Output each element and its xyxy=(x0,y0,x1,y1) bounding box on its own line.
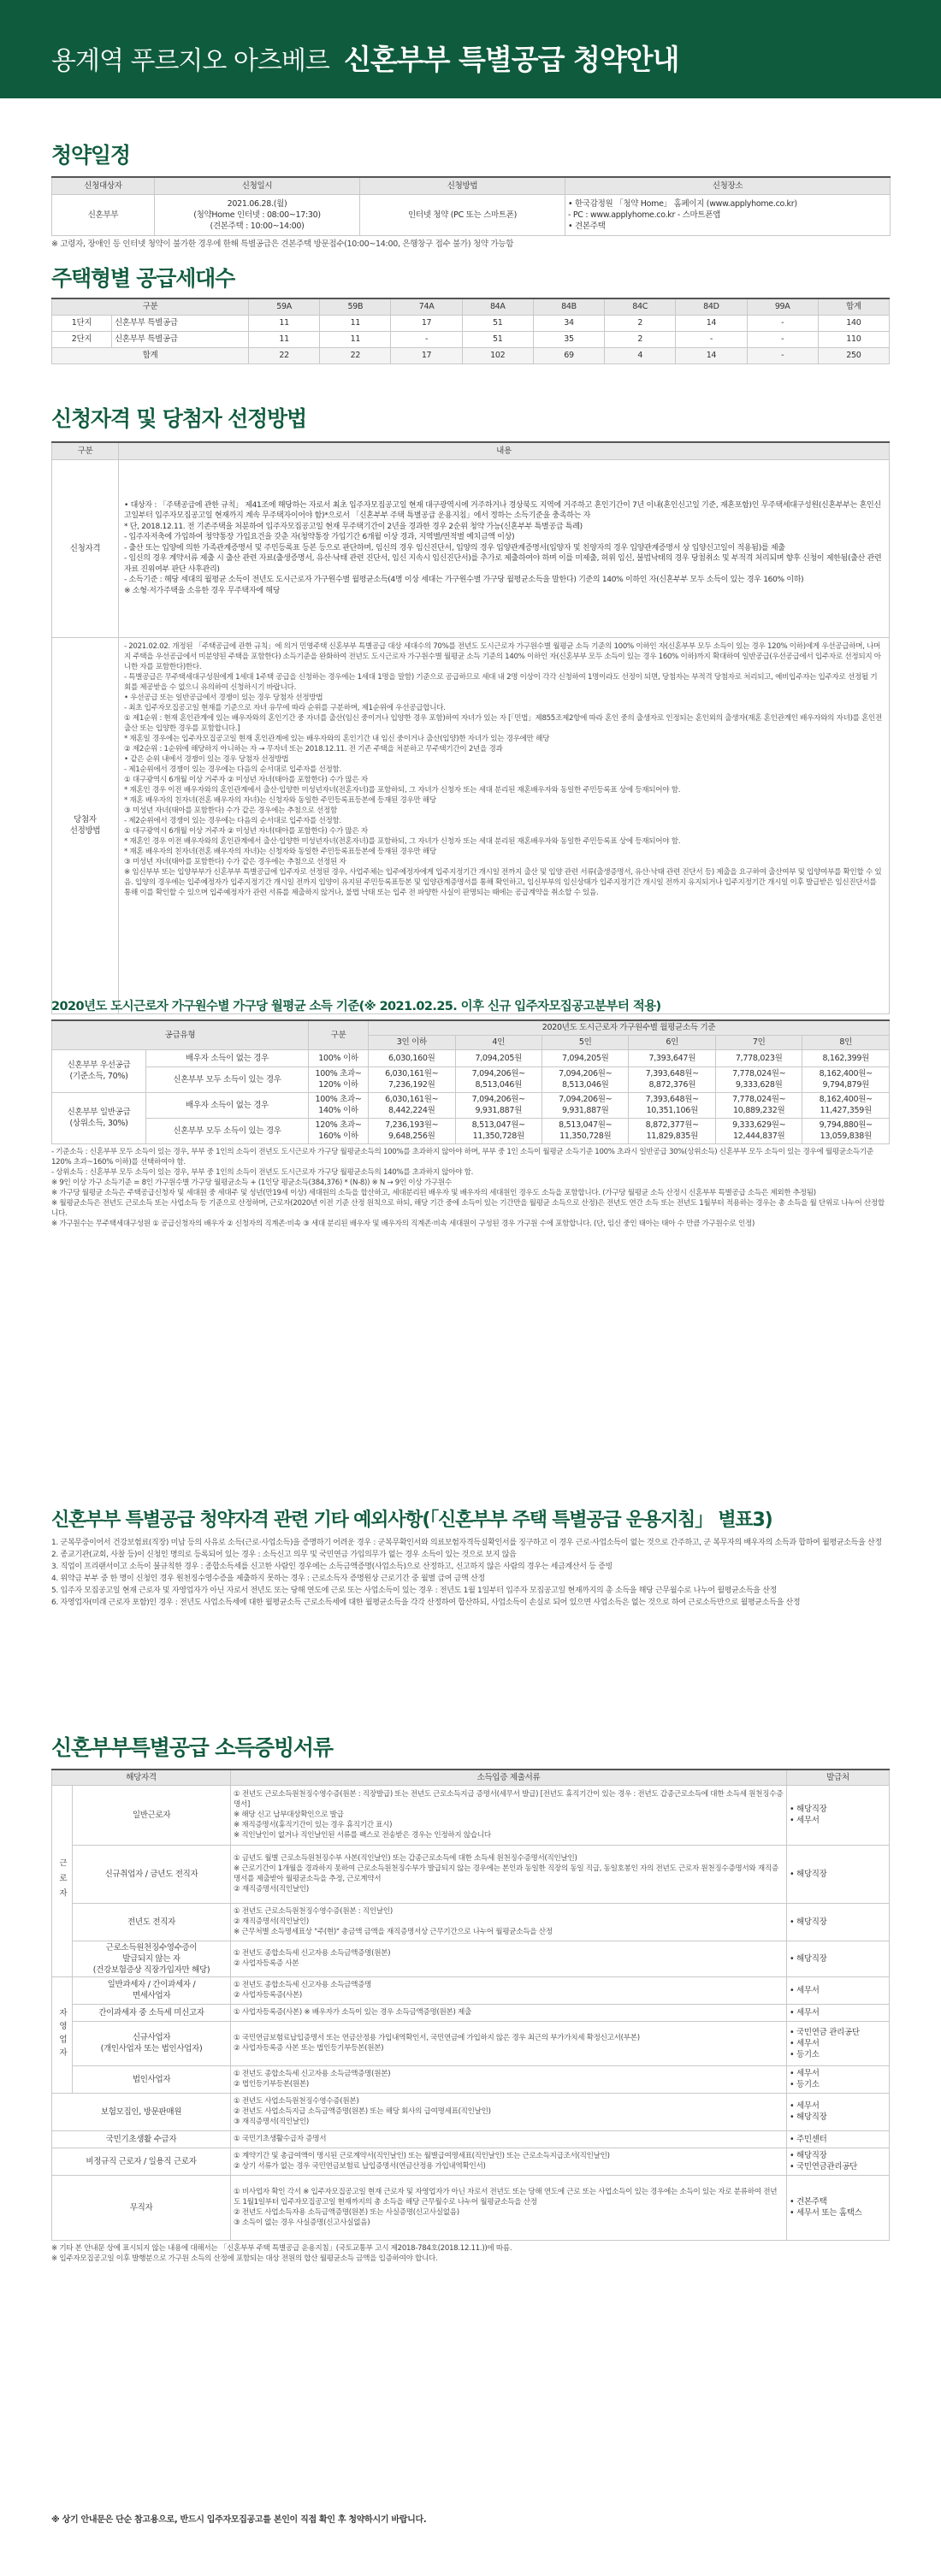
income-val: 9,794,880원~ 13,059,838원 xyxy=(802,1118,890,1143)
schedule-place: • 한국감정원 「청약 Home」 홈페이지 (www.applyhome.co.kr) - PC : www.applyhome.co.kr - 스마트폰앱 • 견본주택 xyxy=(565,194,891,235)
docs-label: 국민기초생활 수급자 xyxy=(52,2130,231,2148)
supply-cell: 신혼부부 특별공급 xyxy=(112,315,249,331)
docs-col: 소득입증 제출서류 xyxy=(231,1770,787,1785)
qualify-row-text: - 2021.02.02. 개정된 「주택공급에 관한 규칙」에 의거 민영주택 신혼부부 특별공급 대상 세대수의 70%를 전년도 도시근로자 가구원수별 월평균 소득 기준의 100% 이하인 자(신혼부부 모두 소득이 있는 경우 120% 이하)에게 우선공급하며, 나머지 주택을 우선공급에서 미분양된 주택을 포함한다) 소득기준을 완화하여 전년도 도시근로자 가구원수별 월평균 소득 기준의 140% 이하인 자(신혼부부 모두 소득이 있는 경우 160% 이하)까지 확대하여 일반공급(우선공급에서 입주자로 선정되지 아니한 자를 포함한다)한다. - 특별공급은 무주택세대구성원에게 1세대 1주택 공급을 신청하는 경우에는 1세대 1명을 말함) 기준으로 공급하므로 세대 내 2명 이상이 각각 신청하여 1명이라도 선정이 되면, 당첨자는 부적격 당첨자로 처리되고, 예비입주자는 입주자로 선정될 기회를 제공받을 수 없으니 유의하여 신청하시기 바랍니다. • 우선공급 또는 일반공급에서 경쟁이 있는 경우 당첨자 선정방법 - 최초 입주자모집공고일 현재를 기준으로 자녀 유무에 따라 순위를 구분하며, 제1순위에 우선공급합니다. ① 제1순위 : 현재 혼인관계에 있는 배우자와의 혼인기간 중 자녀를 출산(임신 중이거나 입양한 경우 포함)하여 자녀가 있는 자 [「민법」제855조제2항에 따라 혼인 중의 출생자로 인정되는 혼인외의 출생자(재혼 혼인관계인 배우자와의 자녀)를 혼인전 출산 또는 입양한 경우를 포함합니다.] * 재혼일 경우에는 입주자모집공고일 현재 혼인관계에 있는 배우자와의 혼인기간 내 임신 중이거나 출산(입양)한 자녀가 있는 경우에만 해당 ② 제2순위 : 1순위에 해당하지 아니하는 자 → 무자녀 또는 2018.12.11. 전 기존 주택을 처분하고 무주택기간이 2년을 경과 • 같은 순위 내에서 경쟁이 있는 경우 당첨자 선정방법 - 제1순위에서 경쟁이 있는 경우에는 다음의 순서대로 입주자를 선정함. ① 대구광역시 6개월 이상 거주자 ② 미성년 자녀(태아를 포함한다) 수가 많은 자 * 재혼인 경우 이전 배우자와의 혼인관계에서 출산·입양한 미성년자녀(전혼자녀)를 포함하되, 그 자녀가 신청자 또는 세대 분리된 재혼배우자와 동일한 주민등록표 상에 등재되어야 함. * 재혼 배우자의 친자녀(전혼 배우자의 자녀)는 신청자와 동일한 주민등록표등본에 등재된 경우만 해당 ③ 미성년 자녀(태아를 포함한다) 수가 같은 경우에는 추첨으로 선정함 - 제2순위에서 경쟁이 있는 경우에는 다음의 순서대로 입주자를 선정함. ① 대구광역시 6개월 이상 거주자 ② 미성년 자녀(태아를 포함한다) 수가 많은 자 * 재혼인 경우 이전 배우자와의 혼인관계에서 출산·입양한 미성년자녀(전혼자녀)를 포함하되, 그 자녀가 신청자 또는 세대 분리된 재혼배우자와 동일한 주민등록표 상에 등재되어야 함. * 재혼 배우자의 친자녀(전혼 배우자의 자녀)는 신청자와 동일한 주민등록표등본에 등재된 경우만 해당 ③ 미성년 자녀(태아를 포함한다) 수가 같은 경우에는 추첨으로 선정된 자 ※ 임신부부 또는 입양부부가 신혼부부 특별공급에 입주자로 선정된 경우, 사업주체는 입주예정자에게 입주지정기간 개시일 전까지 출산 및 입양 관련 서류(출생증명서, 유산·낙태 관련 진단서 등) 제출을 요구하여 출산여부 및 입양여부를 확인할 수 있음. 입양의 경우에는 입주예정자가 입주지정기간 개시일 전까지 입양이 유지된 주민등록표등본 및 입양관계증명서를 통해 확인하고, 임신부부의 임신상태가 입주지정기간 개시일 전까지 유지되거나 입주지정기간 개시일 이후 발급받은 임신진단서를 통해 이를 확인할 수 있으며 입주예정자가 관련 서류를 제출하지 않거나, 불법 낙태 또는 입주 전 파양한 사실이 판명되는 때에는 공급계약을 취소할 수 있음. xyxy=(119,637,890,1013)
supply-col: 합계 xyxy=(818,298,889,315)
docs-label: 일반근로자 xyxy=(73,1785,231,1845)
docs-issuer: • 견본주택 • 세무서 또는 홈택스 xyxy=(787,2175,890,2240)
supply-cell: 1단지 xyxy=(52,315,112,331)
supply-cell: 102 xyxy=(462,347,533,363)
docs-issuer: • 해당직장 • 국민연금관리공단 xyxy=(787,2148,890,2175)
income-val: 7,094,206원~ 8,513,046원 xyxy=(455,1066,542,1092)
docs-text: ① 비사업자 확인 각서 ※ 입주자모집공고일 현재 근로자 및 자영업자가 아닌 자로서 전년도 또는 당해 연도에 근로 또는 사업소득이 있는 경우에는 소득이 있는 자로 분류하여 전년도 1월1일부터 입주자모집공고일 현재까지의 총 소득을 해당 근무월수로 나누어 월평균소득을 산정 ② 전년도 사업소득자용 소득금액증명(원본) 또는 사실증명(신고사실없음) ③ 소득이 없는 경우 사실증명(신고사실없음) xyxy=(231,2175,787,2240)
income-pct: 120% 초과~ 160% 이하 xyxy=(309,1118,369,1143)
table-row xyxy=(52,1785,890,1845)
table-row xyxy=(52,331,890,347)
supply-cell: 2 xyxy=(605,331,676,347)
docs-text: ① 전년도 종합소득세 신고자용 소득금액증명(원본) ② 법인등기부등본(원본) xyxy=(231,2065,787,2093)
docs-text: ① 금년도 월별 근로소득원천징수부 사본(직인날인) 또는 갑종근로소득에 대한 소득세 원천징수증명서(직인날인) ※ 근로기간이 1개월을 경과하지 못하여 근로소득원천징수부가 발급되지 않는 경우에는 본인과 동일한 직장의 동일 직급, 동일호봉인 자의 전년도 근로자 원천징수증명서와 재직증명서를 제출받아 월평균소득을 추정, 근로계약서 ② 재직증명서(직인날인) xyxy=(231,1845,787,1903)
table-row xyxy=(52,2065,890,2093)
supply-col: 84B xyxy=(533,298,604,315)
title-prefix: 용계역 푸르지오 아츠베르 xyxy=(51,46,329,76)
supply-col: 84C xyxy=(605,298,676,315)
supply-section xyxy=(51,262,890,364)
table-row xyxy=(52,315,890,331)
supply-col: 74A xyxy=(391,298,462,315)
docs-col: 해당자격 xyxy=(52,1770,231,1785)
schedule-col: 신청대상자 xyxy=(52,177,155,194)
income-member-col: 4인 xyxy=(455,1035,542,1049)
table-row xyxy=(52,2130,890,2148)
docs-issuer: • 해당직장 xyxy=(787,1941,890,1976)
income-val: 7,393,647원 xyxy=(629,1049,715,1066)
docs-label: 일반과세자 / 간이과세자 / 면세사업자 xyxy=(73,1976,231,2004)
other-title: 신혼부부 특별공급 청약자격 관련 기타 예외사항(「신혼부부 주택 특별공급 운용지침」 별표3) xyxy=(51,1510,772,1531)
table-row xyxy=(52,2175,890,2240)
docs-col: 발급처 xyxy=(787,1770,890,1785)
table-row xyxy=(52,1903,890,1941)
income-member-col: 5인 xyxy=(542,1035,628,1049)
docs-label: 근로소득원천징수영수증이 발급되지 않는 자 (건강보험증상 직장가입자만 해당) xyxy=(73,1941,231,1976)
docs-group: 근로자 xyxy=(52,1785,73,1976)
supply-cell: 2 xyxy=(605,315,676,331)
qualify-title: 신청자격 및 당첨자 선정방법 xyxy=(51,406,306,431)
docs-text: ① 전년도 사업소득원천징수영수증(원본) ② 전년도 사업소득지급 소득금액증명(원본) 또는 해당 회사의 급여명세표(직인날인) ③ 재직증명서(직인날인) xyxy=(231,2093,787,2130)
income-val: 7,094,205원 xyxy=(542,1049,628,1066)
supply-cell: 14 xyxy=(676,347,747,363)
docs-label: 비정규직 근로자 / 일용직 근로자 xyxy=(52,2148,231,2175)
supply-cell: 51 xyxy=(462,315,533,331)
income-val: 7,094,206원~ 8,513,046원 xyxy=(542,1066,628,1092)
income-type: 배우자 소득이 없는 경우 xyxy=(146,1092,309,1118)
income-val: 8,513,047원~ 11,350,728원 xyxy=(455,1118,542,1143)
schedule-col: 신청장소 xyxy=(565,177,891,194)
docs-label: 보험모집인, 방문판매원 xyxy=(52,2093,231,2130)
income-val: 7,393,648원~ 8,872,376원 xyxy=(629,1066,715,1092)
supply-cell: 합계 xyxy=(52,347,249,363)
docs-title: 신혼부부특별공급 소득증빙서류 xyxy=(51,1735,333,1760)
supply-cell: 4 xyxy=(605,347,676,363)
docs-issuer: • 주민센터 xyxy=(787,2130,890,2148)
supply-cell: 2단지 xyxy=(52,331,112,347)
table-row xyxy=(52,1976,890,2004)
income-table xyxy=(51,1019,890,1144)
docs-text: ① 국민연금보험료납입증명서 또는 연금산정용 가입내역확인서, 국민연금에 가입하지 않은 경우 최근의 부가가치세 확정신고서(부본) ② 사업자등록증 사본 또는 법인등기부등본(원본) xyxy=(231,2021,787,2065)
income-member-col: 7인 xyxy=(715,1035,802,1049)
table-row xyxy=(52,1941,890,1976)
income-val: 9,333,629원~ 12,444,837원 xyxy=(715,1118,802,1143)
schedule-datetime: 2021.06.28.(월) (청약Home 인터넷 : 08:00~17:30) (견본주택 : 10:00~14:00) xyxy=(155,194,360,235)
income-val: 7,094,205원 xyxy=(455,1049,542,1066)
docs-label: 법인사업자 xyxy=(73,2065,231,2093)
table-row xyxy=(52,2004,890,2021)
docs-text: ① 전년도 근로소득원천징수영수증(원본 : 직장발급) 또는 전년도 근로소득지급 증명서(세무서 발급) [전년도 휴직기간이 있는 경우 : 전년도 갑종근로소득에 대한 소득세 원천징수증명서] ※ 해당 신고 납부대상확인으로 발급 ※ 재직증명서(휴직기간이 있는 경우 휴직기간 표시) ※ 직인날인이 없거나 직인날인된 서류를 팩스로 전송받은 경우는 인정하지 않습니다 xyxy=(231,1785,787,1845)
title-main: 신혼부부 특별공급 청약안내 xyxy=(343,43,679,76)
income-val: 7,778,024원~ 9,333,628원 xyxy=(715,1066,802,1092)
docs-table xyxy=(51,1769,890,2241)
docs-text: ① 전년도 종합소득세 신고자용 소득금액증명 ② 사업자등록증(사본) xyxy=(231,1976,787,2004)
income-member-col: 8인 xyxy=(802,1035,890,1049)
schedule-section xyxy=(51,139,890,251)
schedule-note: ※ 고령자, 장애인 등 인터넷 청약이 불가한 경우에 한해 특별공급은 견본주택 방문접수(10:00~14:00, 은행창구 접수 불가) 청약 가능함 xyxy=(51,239,514,249)
supply-cell: 17 xyxy=(391,315,462,331)
supply-col: 59B xyxy=(320,298,391,315)
docs-issuer: • 해당직장 xyxy=(787,1903,890,1941)
other-items: 1. 군복무중이어서 건강보험료(직장) 미납 등의 사유로 소득(근로·사업소득)을 증명하기 어려운 경우 : 군복무확인서와 의료보험자격득실확인서를 징구하고 이 경우 근로·사업소득이 없는 것으로 간주하고, 군 복무자의 배우자의 소득과 합하여 월평균소득을 산정 2. 종교기관(교회, 사찰 등)이 신청인 명의로 등록되어 있는 경우 : 소득신고 의무 및 국민연금 가입의무가 없는 경우 소득이 있는 것으로 보지 않음 3. 직업이 프리랜서이고 소득이 불규칙한 경우 : 종합소득세를 신고한 사람인 경우에는 소득금액증명(사업소득)으로 산정하고, 신고하지 않은 사람의 경우는 세금계산서 등 증빙 4. 위약금 부부 중 한 명이 신청인 경우 원천징수영수증을 제출하지 못하는 경우 : 근로소득자 증명원상 근로기간 중 월별 급여 금액 산정 5. 입주자 모집공고일 현재 근로자 및 자영업자가 아닌 자로서 전년도 또는 당해 연도에 근로 또는 사업소득이 있는 경우 : 전년도 1월 1일부터 입주자 모집공고일 현재까지의 총 소득을 해당 근무월수로 나누어 월평균소득을 산정 6. 자영업자(미래 근로자 포함)인 경우 : 전년도 사업소득세에 대한 월평균소득 근로소득세에 대한 월평균소득을 각각 산정하여 합산하되, 사업소득이 손실로 되어 있으면 사업소득은 없는 것으로 하여 근로소득만으로 월평균소득을 산정 xyxy=(51,1539,882,1607)
income-val: 8,162,400원~ 11,427,359원 xyxy=(802,1092,890,1118)
supply-cell: 140 xyxy=(818,315,889,331)
docs-section xyxy=(51,1731,890,2264)
schedule-col: 신청방법 xyxy=(360,177,565,194)
supply-cell: - xyxy=(391,331,462,347)
supply-col: 구분 xyxy=(52,298,249,315)
docs-label: 신규취업자 / 금년도 전직자 xyxy=(73,1845,231,1903)
qualify-col: 구분 xyxy=(52,442,119,459)
supply-title: 주택형별 공급세대수 xyxy=(51,266,235,291)
supply-cell: 22 xyxy=(249,347,320,363)
supply-cell: - xyxy=(747,315,818,331)
table-row xyxy=(52,1845,890,1903)
qualify-table xyxy=(51,441,890,1014)
income-val: 8,513,047원~ 11,350,728원 xyxy=(542,1118,628,1143)
income-title: 2020년도 도시근로자 가구원수별 가구당 월평균 소득 기준(※ 2021.02.25. 이후 신규 입주자모집공고분부터 적용) xyxy=(51,1000,661,1013)
supply-cell: 11 xyxy=(320,315,391,331)
header-banner xyxy=(0,0,941,98)
supply-col: 84D xyxy=(676,298,747,315)
qualify-col: 내용 xyxy=(119,442,890,459)
page-title xyxy=(51,38,678,78)
income-val: 7,393,648원~ 10,351,106원 xyxy=(629,1092,715,1118)
other-section xyxy=(51,1505,890,1609)
supply-col: 59A xyxy=(249,298,320,315)
docs-notes: ※ 기타 본 안내문 상에 표시되지 않는 내용에 대해서는 「신혼부부 주택 특별공급 운용지침」(국토교통부 고시 제2018-784호(2018.12.11.))에 따름. ※ 입주자모집공고일 이후 발행분으로 가구원 소득의 산정에 포함되는 대상 전원의 합산 월평균소득 금액을 입증하여야 합니다. xyxy=(51,2243,512,2263)
income-section xyxy=(51,996,890,1229)
income-type: 신혼부부 모두 소득이 있는 경우 xyxy=(146,1066,309,1092)
income-val: 8,162,400원~ 9,794,879원 xyxy=(802,1066,890,1092)
docs-issuer: • 세무서 • 해당직장 xyxy=(787,2093,890,2130)
income-pct: 100% 초과~ 120% 이하 xyxy=(309,1066,369,1092)
supply-cell: 17 xyxy=(391,347,462,363)
supply-cell: 51 xyxy=(462,331,533,347)
supply-cell: - xyxy=(747,331,818,347)
income-val: 7,236,193원~ 9,648,256원 xyxy=(369,1118,455,1143)
supply-cell: 110 xyxy=(818,331,889,347)
income-val: 8,162,399원 xyxy=(802,1049,890,1066)
income-col: 구분 xyxy=(309,1020,369,1049)
docs-label: 전년도 전직자 xyxy=(73,1903,231,1941)
supply-table xyxy=(51,298,890,364)
supply-cell: 250 xyxy=(818,347,889,363)
docs-label: 간이과세자 중 소득세 미신고자 xyxy=(73,2004,231,2021)
supply-col: 99A xyxy=(747,298,818,315)
supply-cell: 11 xyxy=(249,331,320,347)
docs-text: ① 전년도 근로소득원천징수영수증(원본 : 직인날인) ② 재직증명서(직인날인) ※ 근무처별 소득명세표상 "주(현)" 총금액 금액을 재직증명서상 근무기간으로 나누어 월평균소득을 산정 xyxy=(231,1903,787,1941)
qualify-section xyxy=(51,402,890,1014)
docs-issuer: • 국민연금 관리공단 • 세무서 • 등기소 xyxy=(787,2021,890,2065)
supply-cell: 22 xyxy=(320,347,391,363)
qualify-row-text: • 대상자 : 「주택공급에 관한 규칙」 제41조에 해당하는 자로서 최초 입주자모집공고일 현재 대구광역시에 거주하거나 경상북도 지역에 거주하고 혼인기간이 7년 이내(혼인신고일 기준, 재혼포함)인 무주택세대구성원(신혼부부는 혼인신고일부터 입주자모집공고일 현재까지 계속 무주택자이어야 함)*으로서 「신혼부부 주택 특별공급 운용지침」에서 정하는 소득기준을 충족하는 자 * 단, 2018.12.11. 전 기존주택을 처분하여 입주자모집공고일 현재 무주택기간이 2년을 경과한 경우 2순위 청약 가능(신혼부부 특별공급 특례) - 입주자저축에 가입하여 청약통장 가입요건을 갖춘 자(청약통장 가입기간 6개월 이상 경과, 지역별/면적별 예치금액 이상) - 출산 또는 입양에 의한 가족관계증명서 및 주민등록표 등본 등으로 판단하며, 임신의 경우 임신진단서, 입양의 경우 입양관계증명서(입양자 및 친양자의 경우 입양관계증명서 상 입양신고일이 적용됨)를 제출 - 임신의 경우 계약서류 제출 시 출산 관련 자료(출생증명서, 유산·낙태 관련 진단서, 임신 지속시 임신진단서)를 추가로 제출하여야 하며 이를 미제출, 허위 임신, 불법낙태의 경우 당첨취소 및 부적격 처리되며 향후 신청이 제한됨(출산 관련자료 진위여부 판단 사후관리) - 소득기준 : 해당 세대의 월평균 소득이 전년도 도시근로자 가구원수별 월평균소득(4명 이상 세대는 가구원수별 가구당 월평균소득을 말한다) 기준의 140% 이하인 자(신혼부부 모두 소득이 있는 경우 160% 이하) ※ 소형·저가주택을 소유한 경우 무주택자에 해당 xyxy=(119,459,890,637)
docs-issuer: • 세무서 xyxy=(787,1976,890,2004)
supply-cell: 69 xyxy=(533,347,604,363)
docs-issuer: • 해당직장 xyxy=(787,1845,890,1903)
supply-cell: - xyxy=(676,331,747,347)
supply-cell: 35 xyxy=(533,331,604,347)
schedule-method: 인터넷 청약 (PC 또는 스마트폰) xyxy=(360,194,565,235)
supply-col: 84A xyxy=(462,298,533,315)
schedule-col: 신청일시 xyxy=(155,177,360,194)
income-val: 7,094,206원~ 9,931,887원 xyxy=(455,1092,542,1118)
qualify-row-label: 당첨자 선정방법 xyxy=(52,637,119,1013)
docs-group: 자영업자 xyxy=(52,1976,73,2093)
schedule-title: 청약일정 xyxy=(51,143,130,168)
supply-cell: 14 xyxy=(676,315,747,331)
income-pct: 100% 이하 xyxy=(309,1049,369,1066)
table-row xyxy=(52,1092,890,1118)
docs-text: ① 사업자등록증(사본) ※ 배우자가 소득이 있는 경우 소득금액증명(원본) 제출 xyxy=(231,2004,787,2021)
income-notes: - 기준소득 : 신혼부부 모두 소득이 있는 경우, 부부 중 1인의 소득이 전년도 도시근로자 가구당 월평균소득의 100%를 초과하지 않아야 하며, 부부 중 1인 소득이 월평균 소득기준 100% 초과시 일반공급 30%(상위소득) 신혼부부 모두 소득이 있는 경우에 월평균소득기준 120% 초과~160% 이하)를 선택하여야 함. - 상위소득 : 신혼부부 모두 소득이 있는 경우, 부부 중 1인의 소득이 전년도 도시근로자 가구당 월평균소득의 140%를 초과하지 않아야 함. ※ 9인 이상 가구 소득기준 = 8인 가구원수별 가구당 월평균소득 + (1인당 평균소득(384,376) * (N-8)) ※ N → 9인 이상 가구원수 ※ 가구당 월평균 소득은 주택공급신청자 및 세대원 중 세대주 및 성년(만19세 이상) 세대원의 소득을 합산하고, 세대분리된 배우자 및 배우자의 세대원인 경우도 소득을 포함합니다. (가구당 월평균 소득 산정시 신혼부부 특별공급 소득은 제외한 추정됨) ※ 월평균소득은 전년도 근로소득 또는 사업소득 등 기준으로 산정하며, 근로자(2020년 이전 기준 산정 원칙으로 하되, 해당 기간 중에 소득이 있는 기간만을 월평균 소득으로 산정)은 전년도 연간 소득 또는 전년도 1월부터 적용하는 경우는 총 소득을 월 단위로 나누어 산정합니다. ※ 가구원수는 무주택세대구성원 ① 공급신청자의 배우자 ② 신청자의 직계존·비속 ③ 세대 분리된 배우자 및 배우자의 직계존·비속 세대원이 구성된 경우 가구원 수에 포함합니다. (단, 임신 중인 태아는 태아 수 만큼 가구원수로 인정) xyxy=(51,1147,885,1228)
docs-text: ① 국민기초생활수급자 증명서 xyxy=(231,2130,787,2148)
table-row xyxy=(52,1066,890,1092)
docs-issuer: • 세무서 xyxy=(787,2004,890,2021)
docs-issuer: • 해당직장 • 세무서 xyxy=(787,1785,890,1845)
docs-issuer: • 세무서 • 등기소 xyxy=(787,2065,890,2093)
table-row xyxy=(52,2021,890,2065)
income-member-col: 6인 xyxy=(629,1035,715,1049)
table-row xyxy=(52,347,890,363)
income-val: 6,030,160원 xyxy=(369,1049,455,1066)
qualify-row-label: 신청자격 xyxy=(52,459,119,637)
table-row xyxy=(52,2093,890,2130)
income-col: 공급유형 xyxy=(52,1020,309,1049)
income-type: 배우자 소득이 없는 경우 xyxy=(146,1049,309,1066)
supply-cell: 11 xyxy=(320,331,391,347)
supply-cell: - xyxy=(747,347,818,363)
income-group: 신혼부부 일반공급 (상위소득, 30%) xyxy=(52,1092,146,1143)
income-col: 2020년도 도시근로자 가구원수별 월평균소득 기준 xyxy=(369,1020,890,1035)
supply-cell: 11 xyxy=(249,315,320,331)
docs-label: 신규사업자 (개인사업자 또는 법인사업자) xyxy=(73,2021,231,2065)
footer-note: ※ 상기 안내문은 단순 참고용으로, 반드시 입주자모집공고를 본인이 직접 확인 후 청약하시기 바랍니다. xyxy=(51,2515,427,2525)
table-row xyxy=(52,2148,890,2175)
income-val: 6,030,161원~ 7,236,192원 xyxy=(369,1066,455,1092)
income-group: 신혼부부 우선공급 (기준소득, 70%) xyxy=(52,1049,146,1092)
income-val: 7,094,206원~ 9,931,887원 xyxy=(542,1092,628,1118)
income-member-col: 3인 이하 xyxy=(369,1035,455,1049)
supply-cell: 34 xyxy=(533,315,604,331)
table-row xyxy=(52,1049,890,1066)
income-pct: 100% 초과~ 140% 이하 xyxy=(309,1092,369,1118)
docs-label: 무직자 xyxy=(52,2175,231,2240)
schedule-target: 신혼부부 xyxy=(52,194,155,235)
supply-cell: 신혼부부 특별공급 xyxy=(112,331,249,347)
income-val: 8,872,377원~ 11,829,835원 xyxy=(629,1118,715,1143)
income-type: 신혼부부 모두 소득이 있는 경우 xyxy=(146,1118,309,1143)
schedule-table xyxy=(51,176,891,236)
table-row xyxy=(52,1118,890,1143)
income-val: 6,030,161원~ 8,442,224원 xyxy=(369,1092,455,1118)
income-val: 7,778,023원 xyxy=(715,1049,802,1066)
docs-text: ① 계약기간 및 총급여액이 명시된 근로계약서(직인날인) 또는 월별급여명세표(직인날인) 또는 근로소득지급조서(직인날인) ② 상기 서류가 없는 경우 국민연금보험료 납입증명서(연금산정용 가입내역확인서) xyxy=(231,2148,787,2175)
docs-text: ① 전년도 종합소득세 신고자용 소득금액증명(원본) ② 사업자등록증 사본 xyxy=(231,1941,787,1976)
income-val: 7,778,024원~ 10,889,232원 xyxy=(715,1092,802,1118)
